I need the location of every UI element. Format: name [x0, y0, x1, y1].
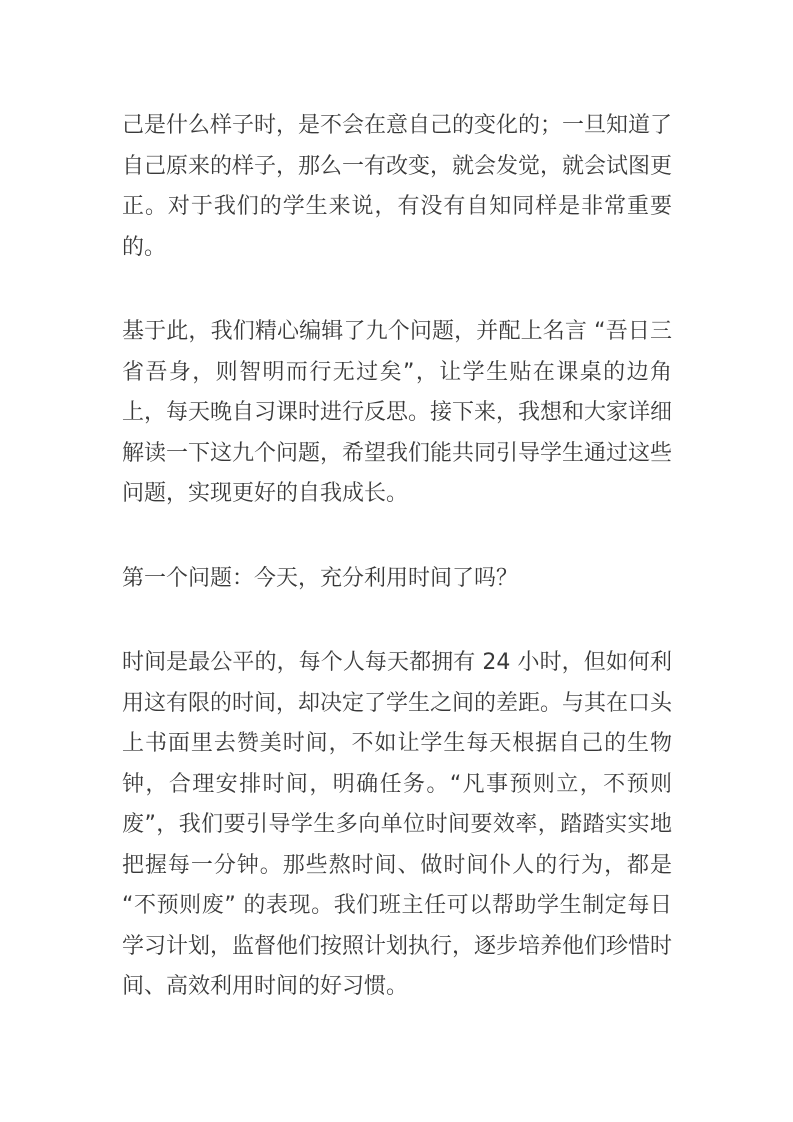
body-paragraph-3: 时间是最公平的，每个人每天都拥有 24 小时，但如何利用这有限的时间，却决定了学生之间的差距。与其在口头上书面里去赞美时间，不如让学生每天根据自己的生物钟，合理安排时间，明确任务。“凡事预则立，不预则废”，我们要引导学生多向单位时间要效率，踏踏实实地把握每一分钟。那些熬时间、做时间仆人的行为，都是 “不预则废” 的表现。我们班主任可以帮助学生制定每日学习计划，监督他们按照计划执行，逐步培养他们珍惜时间、高效利用时间的好习惯。	[122, 650, 673, 999]
body-paragraph-1: 己是什么样子时，是不会在意自己的变化的；一旦知道了自己原来的样子，那么一有改变，就会发觉，就会试图更正。对于我们的学生来说，有没有自知同样是非常重要的。	[122, 113, 673, 260]
body-paragraph-2: 基于此，我们精心编辑了九个问题，并配上名言 “吾日三省吾身，则智明而行无过矣”，让学生贴在课桌的边角上，每天晚自习课时进行反思。接下来，我想和大家详细解读一下这九个问题，希望我们能共同引导学生通过这些问题，实现更好的自我成长。	[122, 319, 673, 506]
section-heading-question-1: 第一个问题：今天，充分利用时间了吗？	[122, 565, 519, 591]
